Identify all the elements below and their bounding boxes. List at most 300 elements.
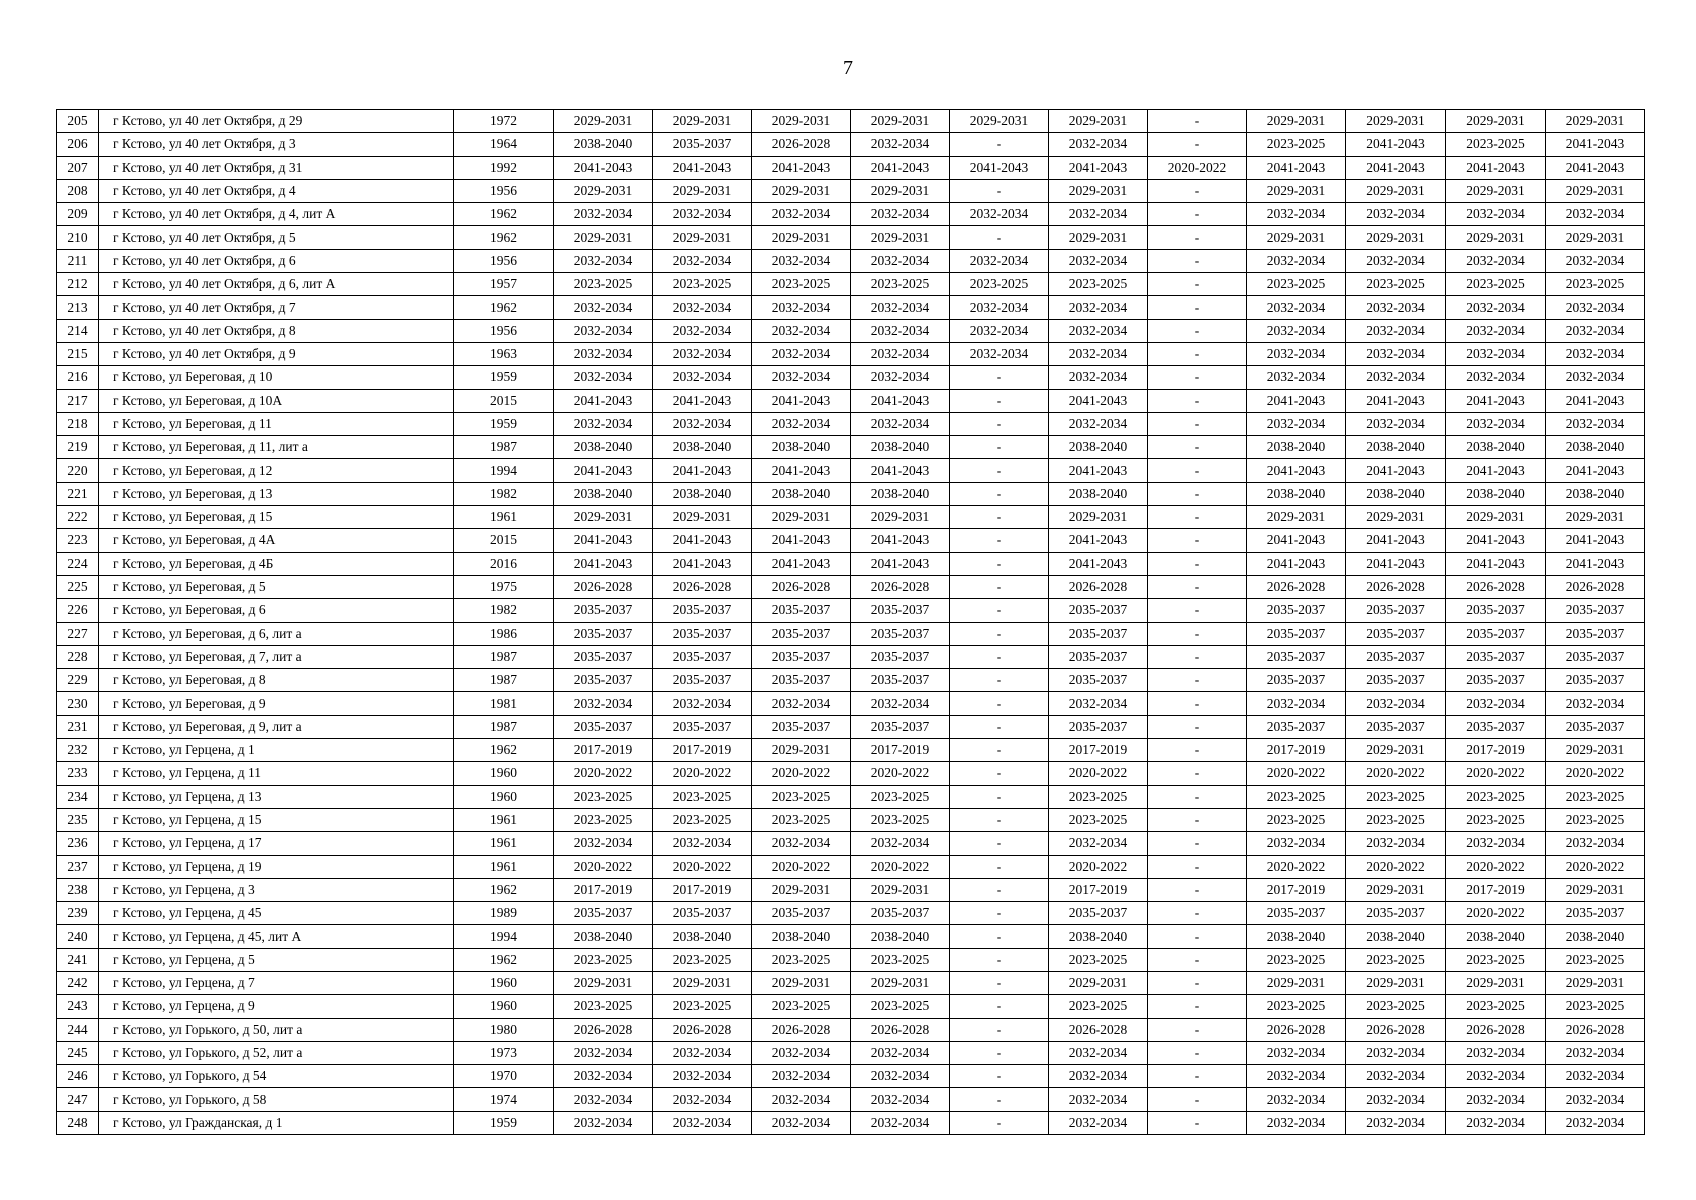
address-cell: г Кстово, ул 40 лет Октября, д 3 xyxy=(99,133,454,156)
period-cell: 2017-2019 xyxy=(1446,878,1546,901)
period-cell: 2032-2034 xyxy=(1446,319,1546,342)
period-cell: 2023-2025 xyxy=(851,948,950,971)
address-cell: г Кстово, ул 40 лет Октября, д 6, лит А xyxy=(99,273,454,296)
period-cell: 2026-2028 xyxy=(1247,1018,1346,1041)
row-number-cell: 214 xyxy=(57,319,99,342)
table-row xyxy=(57,366,1645,389)
period-cell: 2035-2037 xyxy=(653,622,752,645)
address-cell: г Кстово, ул Герцена, д 9 xyxy=(99,995,454,1018)
period-cell: 2038-2040 xyxy=(1247,925,1346,948)
period-cell: 2032-2034 xyxy=(851,249,950,272)
period-cell: - xyxy=(1148,739,1247,762)
period-cell: - xyxy=(950,1065,1049,1088)
period-cell: 2023-2025 xyxy=(1049,273,1148,296)
table-row xyxy=(57,342,1645,365)
period-cell: - xyxy=(1148,925,1247,948)
period-cell: 2041-2043 xyxy=(851,156,950,179)
period-cell: 2026-2028 xyxy=(1049,1018,1148,1041)
period-cell: 2029-2031 xyxy=(1446,179,1546,202)
period-cell: - xyxy=(950,1041,1049,1064)
period-cell: 2023-2025 xyxy=(1247,133,1346,156)
period-cell: 2032-2034 xyxy=(1346,203,1446,226)
period-cell: 2032-2034 xyxy=(1546,832,1645,855)
period-cell: 2017-2019 xyxy=(1049,878,1148,901)
period-cell: 2020-2022 xyxy=(1546,855,1645,878)
period-cell: 2026-2028 xyxy=(1546,575,1645,598)
period-cell: 2020-2022 xyxy=(653,762,752,785)
period-cell: 2032-2034 xyxy=(950,249,1049,272)
table-body xyxy=(57,110,1645,1135)
period-cell: 2023-2025 xyxy=(653,808,752,831)
year-built-cell: 1962 xyxy=(454,203,554,226)
row-number-cell: 206 xyxy=(57,133,99,156)
row-number-cell: 248 xyxy=(57,1111,99,1134)
table-row xyxy=(57,389,1645,412)
period-cell: - xyxy=(1148,249,1247,272)
period-cell: 2032-2034 xyxy=(1446,412,1546,435)
period-cell: 2032-2034 xyxy=(554,319,653,342)
period-cell: 2038-2040 xyxy=(1446,482,1546,505)
period-cell: 2023-2025 xyxy=(1446,808,1546,831)
period-cell: 2029-2031 xyxy=(1049,110,1148,133)
address-cell: г Кстово, ул Герцена, д 17 xyxy=(99,832,454,855)
period-cell: - xyxy=(950,459,1049,482)
table-row xyxy=(57,203,1645,226)
year-built-cell: 1994 xyxy=(454,459,554,482)
address-cell: г Кстово, ул Береговая, д 8 xyxy=(99,669,454,692)
period-cell: 2032-2034 xyxy=(554,692,653,715)
period-cell: 2041-2043 xyxy=(653,389,752,412)
year-built-cell: 1987 xyxy=(454,436,554,459)
address-cell: г Кстово, ул Береговая, д 9, лит а xyxy=(99,715,454,738)
period-cell: 2032-2034 xyxy=(1346,1041,1446,1064)
period-cell: 2023-2025 xyxy=(950,273,1049,296)
year-built-cell: 1960 xyxy=(454,785,554,808)
period-cell: 2029-2031 xyxy=(554,110,653,133)
period-cell: - xyxy=(1148,133,1247,156)
period-cell: 2035-2037 xyxy=(752,669,851,692)
table-row xyxy=(57,249,1645,272)
period-cell: - xyxy=(950,832,1049,855)
period-cell: 2029-2031 xyxy=(1546,226,1645,249)
row-number-cell: 247 xyxy=(57,1088,99,1111)
period-cell: - xyxy=(950,226,1049,249)
period-cell: 2035-2037 xyxy=(554,669,653,692)
period-cell: 2023-2025 xyxy=(653,995,752,1018)
period-cell: 2038-2040 xyxy=(1346,482,1446,505)
period-cell: 2023-2025 xyxy=(1049,948,1148,971)
period-cell: 2032-2034 xyxy=(1049,1111,1148,1134)
period-cell: - xyxy=(1148,622,1247,645)
row-number-cell: 224 xyxy=(57,552,99,575)
row-number-cell: 234 xyxy=(57,785,99,808)
period-cell: - xyxy=(1148,482,1247,505)
period-cell: - xyxy=(950,366,1049,389)
period-cell: - xyxy=(1148,459,1247,482)
period-cell: - xyxy=(1148,436,1247,459)
period-cell: 2020-2022 xyxy=(554,855,653,878)
period-cell: 2023-2025 xyxy=(1346,273,1446,296)
period-cell: 2029-2031 xyxy=(851,179,950,202)
period-cell: 2032-2034 xyxy=(1049,1041,1148,1064)
period-cell: - xyxy=(950,482,1049,505)
year-built-cell: 1973 xyxy=(454,1041,554,1064)
period-cell: 2041-2043 xyxy=(1346,529,1446,552)
year-built-cell: 1956 xyxy=(454,179,554,202)
table-row xyxy=(57,599,1645,622)
period-cell: 2023-2025 xyxy=(1446,785,1546,808)
period-cell: 2029-2031 xyxy=(1546,739,1645,762)
period-cell: 2032-2034 xyxy=(1546,296,1645,319)
period-cell: 2038-2040 xyxy=(653,436,752,459)
period-cell: 2029-2031 xyxy=(851,506,950,529)
period-cell: 2023-2025 xyxy=(1049,785,1148,808)
period-cell: 2023-2025 xyxy=(1546,273,1645,296)
period-cell: - xyxy=(1148,995,1247,1018)
period-cell: 2032-2034 xyxy=(1247,412,1346,435)
period-cell: 2023-2025 xyxy=(1247,995,1346,1018)
period-cell: 2035-2037 xyxy=(1446,715,1546,738)
table-row xyxy=(57,529,1645,552)
period-cell: - xyxy=(950,552,1049,575)
year-built-cell: 1962 xyxy=(454,296,554,319)
period-cell: 2035-2037 xyxy=(1247,902,1346,925)
period-cell: 2032-2034 xyxy=(851,692,950,715)
period-cell: - xyxy=(1148,203,1247,226)
period-cell: - xyxy=(1148,762,1247,785)
period-cell: - xyxy=(1148,1088,1247,1111)
period-cell: 2017-2019 xyxy=(653,739,752,762)
period-cell: - xyxy=(1148,599,1247,622)
period-cell: - xyxy=(1148,808,1247,831)
period-cell: - xyxy=(1148,669,1247,692)
period-cell: 2026-2028 xyxy=(752,133,851,156)
period-cell: 2023-2025 xyxy=(1446,133,1546,156)
period-cell: 2032-2034 xyxy=(554,1111,653,1134)
period-cell: 2020-2022 xyxy=(1446,855,1546,878)
period-cell: 2032-2034 xyxy=(950,296,1049,319)
period-cell: 2041-2043 xyxy=(1546,529,1645,552)
period-cell: 2032-2034 xyxy=(554,412,653,435)
period-cell: 2026-2028 xyxy=(1546,1018,1645,1041)
period-cell: 2026-2028 xyxy=(752,1018,851,1041)
period-cell: 2032-2034 xyxy=(1446,832,1546,855)
period-cell: 2035-2037 xyxy=(851,902,950,925)
period-cell: 2026-2028 xyxy=(1247,575,1346,598)
period-cell: 2023-2025 xyxy=(752,785,851,808)
period-cell: 2035-2037 xyxy=(851,622,950,645)
period-cell: 2038-2040 xyxy=(1346,436,1446,459)
period-cell: - xyxy=(950,622,1049,645)
period-cell: 2032-2034 xyxy=(1546,319,1645,342)
period-cell: 2032-2034 xyxy=(1546,412,1645,435)
repair-schedule-table xyxy=(56,109,1645,1135)
period-cell: - xyxy=(1148,1018,1247,1041)
period-cell: 2023-2025 xyxy=(653,273,752,296)
period-cell: 2032-2034 xyxy=(851,1111,950,1134)
period-cell: 2023-2025 xyxy=(752,808,851,831)
period-cell: 2029-2031 xyxy=(1346,226,1446,249)
period-cell: - xyxy=(1148,552,1247,575)
period-cell: 2041-2043 xyxy=(1546,459,1645,482)
period-cell: 2038-2040 xyxy=(1346,925,1446,948)
address-cell: г Кстово, ул Герцена, д 45, лит А xyxy=(99,925,454,948)
period-cell: 2032-2034 xyxy=(1247,1041,1346,1064)
period-cell: 2029-2031 xyxy=(1546,971,1645,994)
period-cell: 2041-2043 xyxy=(1546,156,1645,179)
period-cell: 2017-2019 xyxy=(1446,739,1546,762)
period-cell: 2023-2025 xyxy=(554,808,653,831)
period-cell: 2035-2037 xyxy=(1049,622,1148,645)
period-cell: 2023-2025 xyxy=(752,948,851,971)
row-number-cell: 228 xyxy=(57,645,99,668)
table-row xyxy=(57,808,1645,831)
period-cell: 2038-2040 xyxy=(653,482,752,505)
period-cell: - xyxy=(1148,902,1247,925)
period-cell: 2032-2034 xyxy=(554,832,653,855)
period-cell: 2041-2043 xyxy=(554,389,653,412)
period-cell: 2023-2025 xyxy=(1346,808,1446,831)
address-cell: г Кстово, ул 40 лет Октября, д 5 xyxy=(99,226,454,249)
period-cell: 2029-2031 xyxy=(653,226,752,249)
period-cell: 2035-2037 xyxy=(1049,599,1148,622)
period-cell: - xyxy=(1148,319,1247,342)
period-cell: 2035-2037 xyxy=(752,902,851,925)
period-cell: 2035-2037 xyxy=(1346,622,1446,645)
period-cell: 2032-2034 xyxy=(1546,366,1645,389)
period-cell: 2038-2040 xyxy=(851,482,950,505)
period-cell: 2029-2031 xyxy=(752,226,851,249)
period-cell: 2020-2022 xyxy=(1346,762,1446,785)
address-cell: г Кстово, ул Горького, д 54 xyxy=(99,1065,454,1088)
period-cell: 2035-2037 xyxy=(653,133,752,156)
period-cell: 2038-2040 xyxy=(1546,925,1645,948)
row-number-cell: 216 xyxy=(57,366,99,389)
table-row xyxy=(57,902,1645,925)
table-row xyxy=(57,436,1645,459)
period-cell: 2020-2022 xyxy=(752,762,851,785)
period-cell: 2029-2031 xyxy=(1049,971,1148,994)
period-cell: 2026-2028 xyxy=(752,575,851,598)
period-cell: 2032-2034 xyxy=(1346,1088,1446,1111)
period-cell: 2023-2025 xyxy=(554,995,653,1018)
period-cell: 2032-2034 xyxy=(1049,366,1148,389)
period-cell: 2041-2043 xyxy=(554,529,653,552)
row-number-cell: 218 xyxy=(57,412,99,435)
period-cell: 2032-2034 xyxy=(752,1065,851,1088)
period-cell: 2041-2043 xyxy=(1247,156,1346,179)
table-row xyxy=(57,925,1645,948)
period-cell: - xyxy=(950,785,1049,808)
period-cell: 2038-2040 xyxy=(1049,925,1148,948)
period-cell: 2038-2040 xyxy=(1049,482,1148,505)
period-cell: 2035-2037 xyxy=(1546,645,1645,668)
period-cell: 2017-2019 xyxy=(1247,739,1346,762)
year-built-cell: 1980 xyxy=(454,1018,554,1041)
period-cell: 2041-2043 xyxy=(851,529,950,552)
period-cell: 2032-2034 xyxy=(752,319,851,342)
period-cell: 2038-2040 xyxy=(752,436,851,459)
period-cell: 2032-2034 xyxy=(653,366,752,389)
period-cell: 2032-2034 xyxy=(653,412,752,435)
period-cell: 2032-2034 xyxy=(554,1065,653,1088)
table-row xyxy=(57,552,1645,575)
period-cell: 2029-2031 xyxy=(950,110,1049,133)
period-cell: 2035-2037 xyxy=(1546,669,1645,692)
period-cell: 2041-2043 xyxy=(851,552,950,575)
period-cell: 2032-2034 xyxy=(1546,249,1645,272)
period-cell: 2029-2031 xyxy=(1346,110,1446,133)
table-row xyxy=(57,226,1645,249)
period-cell: 2041-2043 xyxy=(1346,133,1446,156)
period-cell: 2035-2037 xyxy=(554,622,653,645)
period-cell: 2035-2037 xyxy=(1049,669,1148,692)
period-cell: 2032-2034 xyxy=(851,1065,950,1088)
address-cell: г Кстово, ул Герцена, д 11 xyxy=(99,762,454,785)
address-cell: г Кстово, ул Береговая, д 4А xyxy=(99,529,454,552)
period-cell: 2023-2025 xyxy=(653,948,752,971)
period-cell: 2029-2031 xyxy=(1049,506,1148,529)
period-cell: 2032-2034 xyxy=(851,342,950,365)
period-cell: 2029-2031 xyxy=(752,878,851,901)
period-cell: 2029-2031 xyxy=(1446,971,1546,994)
period-cell: 2041-2043 xyxy=(1049,552,1148,575)
table-row xyxy=(57,575,1645,598)
period-cell: - xyxy=(950,971,1049,994)
period-cell: 2041-2043 xyxy=(1546,552,1645,575)
period-cell: 2023-2025 xyxy=(851,273,950,296)
period-cell: 2038-2040 xyxy=(554,133,653,156)
period-cell: - xyxy=(950,948,1049,971)
period-cell: - xyxy=(950,878,1049,901)
year-built-cell: 1982 xyxy=(454,599,554,622)
period-cell: 2026-2028 xyxy=(653,575,752,598)
period-cell: 2038-2040 xyxy=(1247,436,1346,459)
period-cell: 2041-2043 xyxy=(554,459,653,482)
period-cell: 2032-2034 xyxy=(1346,342,1446,365)
row-number-cell: 231 xyxy=(57,715,99,738)
period-cell: 2029-2031 xyxy=(752,739,851,762)
period-cell: 2017-2019 xyxy=(1049,739,1148,762)
row-number-cell: 211 xyxy=(57,249,99,272)
period-cell: 2032-2034 xyxy=(1446,366,1546,389)
year-built-cell: 1960 xyxy=(454,762,554,785)
year-built-cell: 1959 xyxy=(454,1111,554,1134)
period-cell: 2026-2028 xyxy=(1049,575,1148,598)
period-cell: 2029-2031 xyxy=(752,971,851,994)
period-cell: 2032-2034 xyxy=(1446,203,1546,226)
page-number: 7 xyxy=(843,57,853,79)
row-number-cell: 205 xyxy=(57,110,99,133)
address-cell: г Кстово, ул Береговая, д 7, лит а xyxy=(99,645,454,668)
period-cell: 2035-2037 xyxy=(1346,645,1446,668)
period-cell: 2023-2025 xyxy=(752,273,851,296)
period-cell: 2032-2034 xyxy=(1049,203,1148,226)
period-cell: 2035-2037 xyxy=(1346,715,1446,738)
period-cell: 2032-2034 xyxy=(653,296,752,319)
year-built-cell: 1987 xyxy=(454,669,554,692)
period-cell: 2032-2034 xyxy=(851,832,950,855)
period-cell: 2032-2034 xyxy=(1346,1111,1446,1134)
period-cell: 2032-2034 xyxy=(1247,342,1346,365)
period-cell: 2026-2028 xyxy=(851,575,950,598)
period-cell: 2029-2031 xyxy=(1247,971,1346,994)
period-cell: 2035-2037 xyxy=(653,669,752,692)
period-cell: 2035-2037 xyxy=(752,715,851,738)
row-number-cell: 246 xyxy=(57,1065,99,1088)
period-cell: 2029-2031 xyxy=(1446,506,1546,529)
period-cell: 2017-2019 xyxy=(653,878,752,901)
period-cell: 2020-2022 xyxy=(1247,762,1346,785)
period-cell: 2032-2034 xyxy=(1247,296,1346,319)
period-cell: 2035-2037 xyxy=(1049,902,1148,925)
period-cell: 2032-2034 xyxy=(851,133,950,156)
table-row xyxy=(57,1065,1645,1088)
period-cell: - xyxy=(950,715,1049,738)
period-cell: 2023-2025 xyxy=(1546,995,1645,1018)
period-cell: 2023-2025 xyxy=(1546,808,1645,831)
period-cell: 2023-2025 xyxy=(851,808,950,831)
period-cell: 2035-2037 xyxy=(1546,715,1645,738)
row-number-cell: 208 xyxy=(57,179,99,202)
address-cell: г Кстово, ул 40 лет Октября, д 31 xyxy=(99,156,454,179)
period-cell: 2041-2043 xyxy=(1049,529,1148,552)
year-built-cell: 1992 xyxy=(454,156,554,179)
period-cell: - xyxy=(950,808,1049,831)
table-row xyxy=(57,995,1645,1018)
year-built-cell: 1961 xyxy=(454,832,554,855)
period-cell: - xyxy=(1148,855,1247,878)
period-cell: 2023-2025 xyxy=(1446,995,1546,1018)
period-cell: 2029-2031 xyxy=(752,110,851,133)
address-cell: г Кстово, ул Береговая, д 9 xyxy=(99,692,454,715)
period-cell: 2032-2034 xyxy=(653,832,752,855)
year-built-cell: 1957 xyxy=(454,273,554,296)
period-cell: 2023-2025 xyxy=(1346,785,1446,808)
table-row xyxy=(57,459,1645,482)
period-cell: 2029-2031 xyxy=(554,971,653,994)
period-cell: 2041-2043 xyxy=(1446,389,1546,412)
period-cell: - xyxy=(1148,1111,1247,1134)
period-cell: 2041-2043 xyxy=(752,459,851,482)
period-cell: 2041-2043 xyxy=(1346,156,1446,179)
period-cell: 2035-2037 xyxy=(1049,715,1148,738)
period-cell: 2038-2040 xyxy=(1446,436,1546,459)
period-cell: 2035-2037 xyxy=(554,902,653,925)
period-cell: 2038-2040 xyxy=(554,436,653,459)
period-cell: 2032-2034 xyxy=(554,342,653,365)
period-cell: 2020-2022 xyxy=(851,855,950,878)
period-cell: 2038-2040 xyxy=(653,925,752,948)
period-cell: 2029-2031 xyxy=(1346,971,1446,994)
row-number-cell: 237 xyxy=(57,855,99,878)
period-cell: 2026-2028 xyxy=(1446,1018,1546,1041)
period-cell: 2038-2040 xyxy=(851,436,950,459)
period-cell: 2029-2031 xyxy=(1546,506,1645,529)
period-cell: 2038-2040 xyxy=(554,482,653,505)
period-cell: 2032-2034 xyxy=(1446,296,1546,319)
year-built-cell: 1960 xyxy=(454,995,554,1018)
period-cell: 2035-2037 xyxy=(1446,622,1546,645)
row-number-cell: 240 xyxy=(57,925,99,948)
period-cell: 2035-2037 xyxy=(1247,622,1346,645)
period-cell: - xyxy=(1148,389,1247,412)
address-cell: г Кстово, ул Береговая, д 10А xyxy=(99,389,454,412)
period-cell: 2032-2034 xyxy=(554,296,653,319)
row-number-cell: 241 xyxy=(57,948,99,971)
row-number-cell: 245 xyxy=(57,1041,99,1064)
year-built-cell: 1989 xyxy=(454,902,554,925)
